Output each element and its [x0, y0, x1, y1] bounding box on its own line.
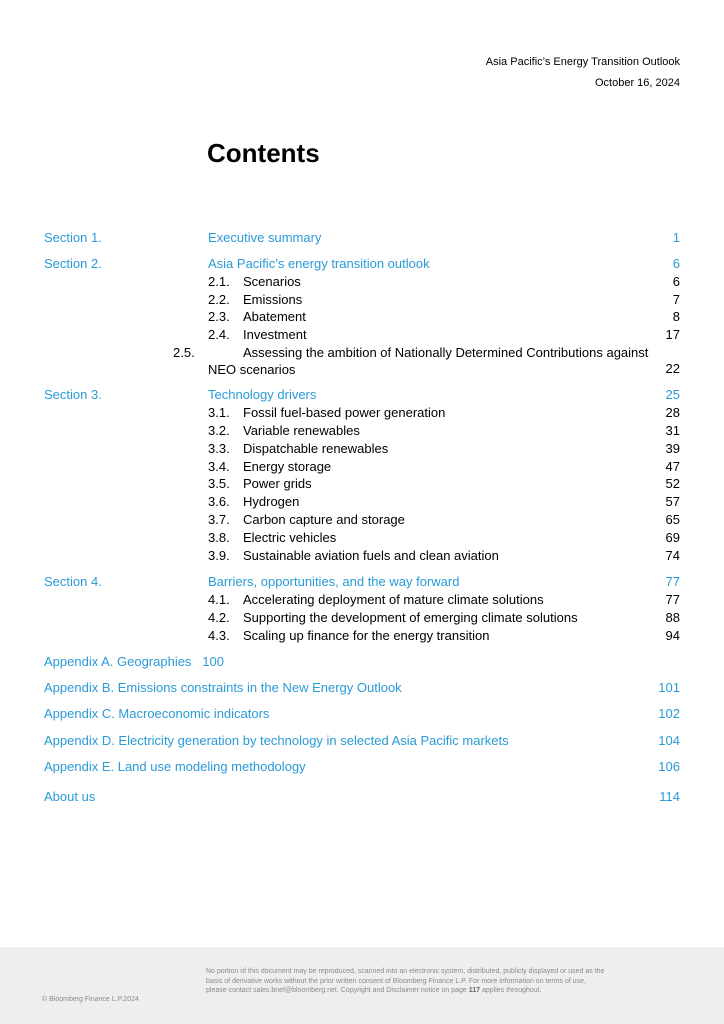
subsection-title[interactable]: Emissions: [243, 292, 303, 307]
page-title: Contents: [207, 138, 320, 168]
page-number: 22: [665, 361, 680, 376]
section-label: Section 3.: [44, 387, 102, 402]
disclaimer-page-number: 117: [468, 987, 481, 994]
page-number: 104: [658, 733, 680, 748]
appendix-title-link[interactable]: Appendix D. Electricity generation by technology in selected Asia Pacific markets: [44, 733, 509, 748]
document-date: October 16, 2024: [594, 77, 680, 89]
appendix-title-link[interactable]: Appendix B. Emissions constraints in the New Energy Outlook: [44, 680, 402, 695]
subsection-title[interactable]: Electric vehicles: [243, 530, 337, 545]
page-number: 31: [665, 423, 680, 438]
subsection-title[interactable]: Carbon capture and storage: [243, 512, 405, 527]
appendix-title-link[interactable]: [44, 653, 224, 670]
page-number: 106: [658, 759, 680, 774]
subsection-title-text: Assessing the ambition of Nationally Determined Contributions against NEO scenarios: [208, 345, 649, 377]
page-number: 74: [665, 548, 680, 563]
page-number: 8: [672, 309, 680, 324]
subsection-number: 3.3.: [208, 441, 230, 456]
appendix-title-link[interactable]: Appendix E. Land use modeling methodology: [44, 759, 306, 774]
page-number: 6: [672, 274, 680, 289]
page-number: 88: [665, 610, 680, 625]
appendix-title: Appendix A. Geographies: [44, 654, 192, 669]
section-title-link[interactable]: Technology drivers: [208, 387, 317, 402]
page-number: 100: [202, 654, 224, 669]
subsection-number: 2.2.: [208, 292, 230, 307]
subsection-number: 3.9.: [208, 548, 230, 563]
subsection-number: 2.3.: [208, 309, 230, 324]
page-number: 57: [665, 494, 680, 509]
page-number: 6: [672, 256, 680, 271]
subsection-title[interactable]: Energy storage: [243, 459, 332, 474]
subsection-number: 3.4.: [208, 459, 230, 474]
document-title: Asia Pacific’s Energy Transition Outlook: [485, 56, 680, 68]
subsection-title[interactable]: Power grids: [243, 476, 312, 491]
page-number: 28: [665, 405, 680, 420]
page-number: 1: [672, 230, 680, 245]
subsection-title[interactable]: Abatement: [243, 309, 306, 324]
subsection-title[interactable]: [173, 344, 668, 378]
subsection-title[interactable]: Investment: [243, 327, 307, 342]
page-number: 77: [665, 574, 680, 589]
section-title-link[interactable]: Executive summary: [208, 230, 322, 245]
subsection-number: 4.3.: [208, 628, 230, 643]
page-number: 102: [658, 706, 680, 721]
section-title-link[interactable]: Barriers, opportunities, and the way forward: [208, 574, 460, 589]
copyright-notice: © Bloomberg Finance L.P.2024: [42, 996, 139, 1003]
subsection-title[interactable]: Accelerating deployment of mature climate solutions: [243, 592, 544, 607]
page-number: 114: [659, 789, 680, 804]
subsection-number: 4.2.: [208, 610, 230, 625]
subsection-number: 2.4.: [208, 327, 230, 342]
subsection-number: 2.5.: [173, 345, 195, 360]
subsection-number: 3.1.: [208, 405, 230, 420]
appendix-title-link[interactable]: Appendix C. Macroeconomic indicators: [44, 706, 270, 721]
disclaimer-end: applies throughout.: [480, 987, 542, 994]
page-number: 77: [665, 592, 680, 607]
section-label: Section 1.: [44, 230, 102, 245]
subsection-number: 3.2.: [208, 423, 230, 438]
section-label: Section 4.: [44, 574, 102, 589]
subsection-number: 3.6.: [208, 494, 230, 509]
disclaimer-text: [206, 967, 606, 996]
subsection-title[interactable]: Fossil fuel-based power generation: [243, 405, 446, 420]
subsection-number: 3.5.: [208, 476, 230, 491]
subsection-number: 3.7.: [208, 512, 230, 527]
about-us-link[interactable]: About us: [44, 789, 96, 804]
subsection-title[interactable]: Variable renewables: [243, 423, 360, 438]
page-number: 52: [665, 476, 680, 491]
subsection-title[interactable]: Hydrogen: [243, 494, 300, 509]
page-number: 94: [665, 628, 680, 643]
page-number: 25: [665, 387, 680, 402]
page-number: 101: [658, 680, 680, 695]
page-number: 39: [665, 441, 680, 456]
section-title-link[interactable]: Asia Pacific’s energy transition outlook: [208, 256, 430, 271]
page-number: 69: [665, 530, 680, 545]
subsection-number: 2.1.: [208, 274, 230, 289]
page-number: 7: [672, 292, 680, 307]
page-number: 65: [665, 512, 680, 527]
section-label: Section 2.: [44, 256, 102, 271]
disclaimer-body: No portion of this document may be reproduced, scanned into an electronic system, distributed, publicly displayed or used as the basis of derivative works without the prior written consent of Bloomberg Finance L.P. For more information on terms of use, please contact sales.bnef@bloomberg.net. Copyright and Disclaimer notice on page: [206, 968, 605, 994]
subsection-number: 4.1.: [208, 592, 230, 607]
subsection-title[interactable]: Supporting the development of emerging climate solutions: [243, 610, 578, 625]
page-number: 47: [665, 459, 680, 474]
subsection-title[interactable]: Dispatchable renewables: [243, 441, 389, 456]
subsection-title[interactable]: Scenarios: [243, 274, 301, 289]
page-number: 17: [665, 327, 680, 342]
subsection-title[interactable]: Scaling up finance for the energy transition: [243, 628, 490, 643]
page-footer: [0, 947, 724, 1024]
subsection-number: 3.8.: [208, 530, 230, 545]
subsection-title[interactable]: Sustainable aviation fuels and clean aviation: [243, 548, 499, 563]
